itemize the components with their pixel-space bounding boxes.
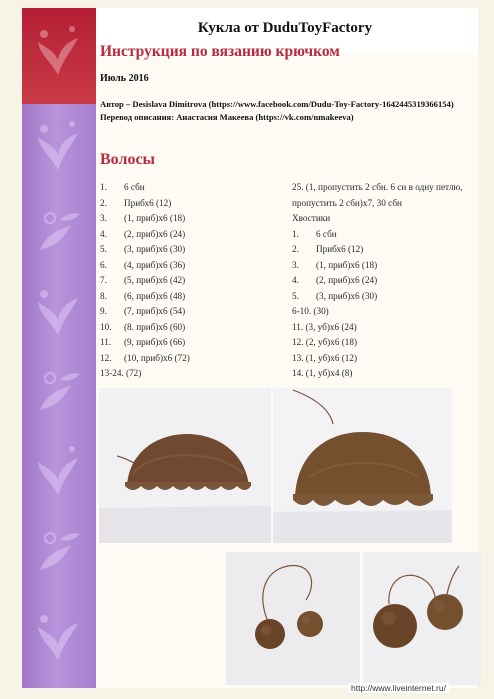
row-text: Прибх6 (12) [124,197,172,208]
floral-ornament-icon [30,115,86,175]
row-number: 11. [100,337,112,347]
row-number: 2. [292,244,299,254]
pattern-row [292,258,474,274]
section-title: Волосы [100,151,156,168]
row-text: (3, приб)х6 (30) [316,290,378,301]
floral-ornament-icon [30,605,86,665]
document-date: Июль 2016 [100,73,149,84]
author-credit: Автор – Desislava Dimitrova (https://www.facebook.com/Dudu-Toy-Factory-1642445319366154) [100,99,454,109]
row-text: (10, приб)х6 (72) [124,352,190,363]
row-number: 2. [100,197,107,208]
credits-block [100,98,472,124]
row-number: 8. [100,290,107,301]
pattern-row [100,196,280,212]
pattern-row [100,273,280,289]
row-text: (2, приб)х6 (24) [124,228,186,239]
pattern-column-right [292,180,474,382]
pattern-row: 14. (1, уб)х4 (8) [292,368,353,378]
pattern-row [100,211,280,227]
row-number: 6. [100,259,107,270]
photo-hair-cap-front [273,388,452,543]
row-text: (8. приб)х6 (60) [124,321,186,332]
pattern-row [292,227,474,243]
row-number: 5. [292,290,299,301]
pattern-column-left [100,180,280,382]
row-text: (6, приб)х6 (48) [124,290,186,301]
row-text: (9, приб)х6 (66) [124,337,186,347]
pattern-row [100,242,280,258]
pattern-row [100,351,280,367]
translator-credit: Перевод описания: Анастасия Макеева (https://vk.com/nmakeeva) [100,112,354,122]
row-text: 6 сбн [124,182,145,192]
row-text: (5, приб)х6 (42) [124,275,186,285]
decorative-side-strip [22,8,96,688]
row-number: 3. [292,259,299,270]
pattern-row: 13-24. (72) [100,368,142,378]
row-text: (2, приб)х6 (24) [316,275,378,285]
pattern-row: 11. (3, уб)х6 (24) [292,321,357,332]
row-text: Прибх6 (12) [316,244,364,254]
row-text: 6 сбн [316,228,337,239]
pattern-row [292,242,474,258]
pattern-row [292,273,474,289]
pattern-row [100,180,280,196]
row-number: 9. [100,306,107,316]
floral-ornament-icon [30,360,86,420]
pattern-row [100,227,280,243]
row-number: 5. [100,244,107,254]
pattern-row [100,289,280,305]
pattern-row [100,258,280,274]
row-number: 1. [100,182,107,192]
pattern-row [100,335,280,351]
pattern-row-intro: 25. (1, пропустить 2 сбн. 6 сн в одну петлю, пропустить 2 сбн)х7, 30 сбн [292,182,463,208]
photo-pigtail-balls [226,552,360,685]
floral-ornament-icon [30,20,86,80]
row-number: 4. [100,228,107,239]
floral-ornament-icon [30,280,86,340]
row-number: 1. [292,228,299,239]
pattern-row [100,320,280,336]
pattern-row: 12. (2, уб)х6 (18) [292,337,358,347]
document-subtitle: Инструкция по вязанию крючком [100,43,340,60]
floral-ornament-icon [30,520,86,580]
document-title: Кукла от DuduToyFactory [197,20,373,36]
floral-ornament-icon [30,200,86,260]
row-text: (3, приб)х6 (30) [124,244,186,254]
row-number: 12. [100,352,112,363]
row-number: 7. [100,275,107,285]
footer-url: http://www.liveinternet.ru/ [348,683,449,693]
row-number: 3. [100,213,107,223]
pattern-row: 6-10. (30) [292,306,329,316]
subsection-heading: Хвостики [292,213,331,223]
row-text: (1, приб)х6 (18) [124,213,186,223]
pattern-row: 13. (1, уб)х6 (12) [292,352,358,363]
row-number: 10. [100,321,112,332]
floral-ornament-icon [30,440,86,500]
photo-hair-cap-side [99,388,271,543]
pattern-row [100,304,280,320]
row-number: 4. [292,275,299,285]
row-text: (7, приб)х6 (54) [124,306,186,316]
row-text: (4, приб)х6 (36) [124,259,186,270]
pattern-row [292,289,474,305]
photo-pigtail-balls-closeup [363,552,481,685]
row-text: (1, приб)х6 (18) [316,259,378,270]
